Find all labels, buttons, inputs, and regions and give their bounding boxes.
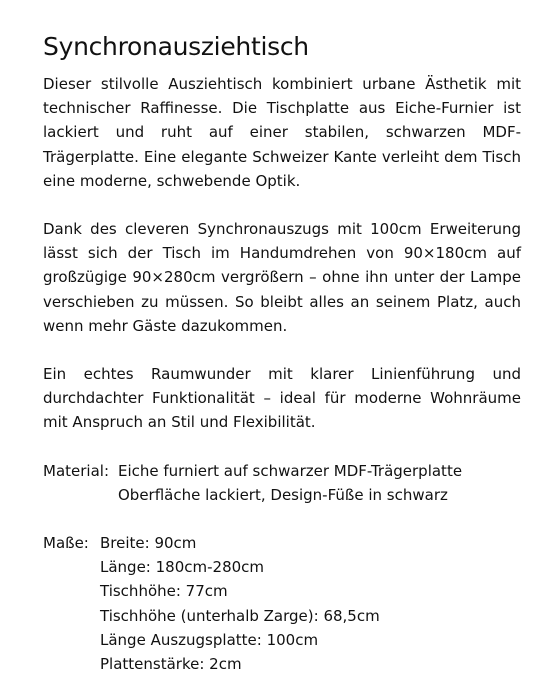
dimensions-row bbox=[43, 531, 521, 676]
product-title: Synchronausziehtisch bbox=[43, 32, 309, 61]
dimension-line: Tischhöhe: 77cm bbox=[100, 582, 228, 601]
description-paragraph-1: Dieser stilvolle Ausziehtisch kombiniert urbane Ästhetik mit technischer Raffinesse. Die Tischplatte aus Eiche-Furnier ist lackiert und ruht auf einer stabilen, schwarzen MDF-Trägerplatte. Eine elegante Schweizer Kante verleiht dem Tisch eine moderne, schwebende Optik. bbox=[43, 75, 521, 190]
description-paragraph-3: Ein echtes Raumwunder mit klarer Linienführung und durchdachter Funktionalität – ideal für moderne Wohnräume mit Anspruch an Stil und Flexibilität. bbox=[43, 365, 521, 432]
dimensions-label: Maße: bbox=[43, 534, 89, 553]
material-line: Oberfläche lackiert, Design-Füße in schwarz bbox=[118, 485, 448, 504]
material-row bbox=[43, 459, 521, 507]
material-label: Material: bbox=[43, 461, 109, 480]
material-line: Eiche furniert auf schwarzer MDF-Trägerplatte bbox=[118, 461, 463, 480]
description-paragraph-2: Dank des cleveren Synchronauszugs mit 100cm Erweiterung lässt sich der Tisch im Handumdrehen von 90×180cm auf großzügige 90×280cm vergrößern – ohne ihn unter der Lampe verschieben zu müssen. So bleibt alles an seinem Platz, auch wenn mehr Gäste dazukommen. bbox=[43, 220, 521, 335]
material-spec bbox=[43, 459, 521, 507]
material-values bbox=[118, 459, 462, 507]
dimension-line: Länge Auszugsplatte: 100cm bbox=[100, 630, 319, 649]
dimension-line: Länge: 180cm-280cm bbox=[100, 558, 265, 577]
dimension-line: Plattenstärke: 2cm bbox=[100, 655, 242, 674]
dimension-line: Breite: 90cm bbox=[100, 534, 197, 553]
dimensions-spec bbox=[43, 531, 521, 676]
dimension-line: Tischhöhe (unterhalb Zarge): 68,5cm bbox=[100, 606, 380, 625]
dimensions-values bbox=[100, 531, 380, 676]
product-description bbox=[43, 30, 521, 700]
